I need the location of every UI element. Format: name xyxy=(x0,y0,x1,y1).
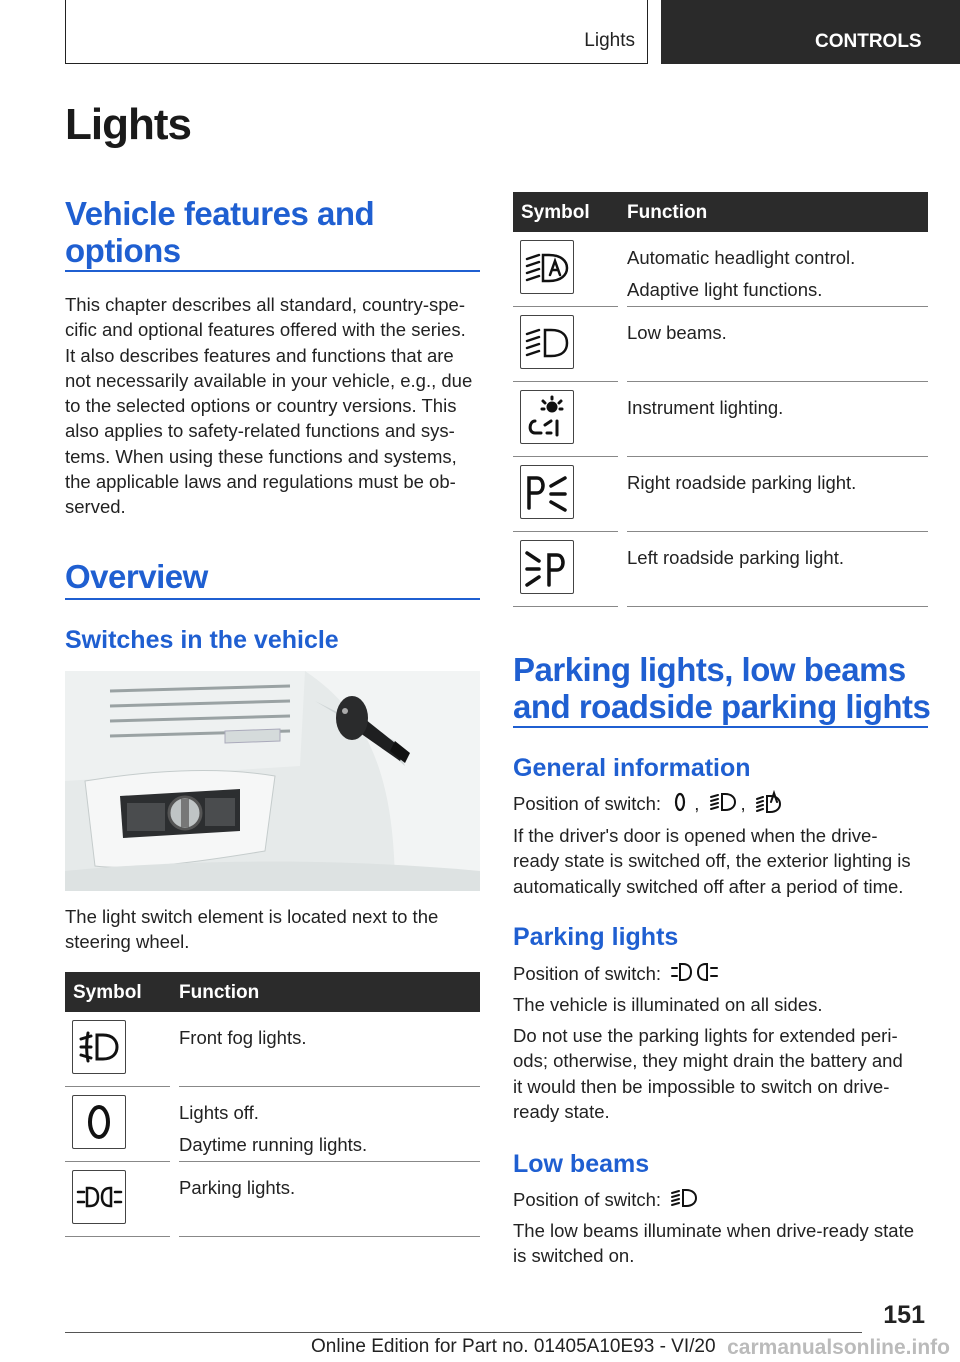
table-row: Instrument lighting. xyxy=(513,382,928,457)
table-row: Parking lights. xyxy=(65,1162,480,1237)
heading-parking-low-beams: Parking lights, low beams and roadside parking lights xyxy=(513,651,931,725)
low-beams-paragraph: The low beams illuminate when drive-ready state is switched on. xyxy=(513,1220,915,1267)
features-paragraph: This chapter describes all standard, country-spe- cific and optional features offered with the series. It also describes features and functions that are not necessarily available in your vehicle, e.g., due to the selected options or country versions. This also applies to safety-related functions and sys- tems. When using these functions and systems, the applicable laws and regulations must be ob- served. xyxy=(65,294,473,518)
lights-off-icon xyxy=(72,1095,126,1149)
parking-paragraph: Do not use the parking lights for extended peri- ods; otherwise, they might drain the battery and it would then be impossible to switch on drive- ready state. xyxy=(513,1025,903,1122)
header-chapter-tab: CONTROLS xyxy=(661,0,960,64)
front-fog-light-icon xyxy=(72,1020,126,1074)
right-symbol-table xyxy=(513,192,928,607)
heading-parking-lights: Parking lights xyxy=(513,923,679,951)
dashboard-illustration xyxy=(65,671,480,891)
auto-headlight-icon xyxy=(755,790,783,820)
table-row: Lights off. Daytime running lights. xyxy=(65,1087,480,1162)
col-symbol: Symbol xyxy=(73,982,142,1003)
footer-edition: Online Edition for Part no. 01405A10E93 - VI/20 xyxy=(311,1336,716,1357)
parking-position-line: Position of switch: xyxy=(513,960,933,990)
parking-lights-icon xyxy=(670,960,720,990)
heading-rule xyxy=(65,270,480,272)
col-symbol: Symbol xyxy=(521,202,590,223)
light-switch-photo xyxy=(65,671,480,891)
lights-off-icon xyxy=(670,790,690,820)
auto-headlight-icon xyxy=(520,240,574,294)
table-row: Automatic headlight control. Adaptive light functions. xyxy=(513,232,928,307)
table-row: Front fog lights. xyxy=(65,1012,480,1087)
parking-text-1: The vehicle is illuminated on all sides. xyxy=(513,994,823,1015)
left-parking-light-icon xyxy=(520,540,574,594)
table-row: Low beams. xyxy=(513,307,928,382)
general-paragraph: If the driver's door is opened when the drive- ready state is switched off, the exterior lighting is automatically switched off after a period of time. xyxy=(513,825,911,897)
low-beam-icon xyxy=(709,790,737,820)
left-symbol-table xyxy=(65,972,480,1237)
switch-caption: The light switch element is located next to the steering wheel. xyxy=(65,906,439,953)
col-function: Function xyxy=(179,982,260,1003)
table-row: Right roadside parking light. xyxy=(513,457,928,532)
parking-lights-icon xyxy=(72,1170,126,1224)
low-position-line: Position of switch: xyxy=(513,1186,933,1216)
watermark: carmanualsonline.info xyxy=(727,1336,950,1359)
col-function: Function xyxy=(627,202,708,223)
header-section-title: Lights xyxy=(584,30,635,51)
heading-rule xyxy=(513,726,928,728)
footer-rule xyxy=(65,1332,862,1333)
low-beam-icon xyxy=(520,315,574,369)
table-row: Left roadside parking light. xyxy=(513,532,928,607)
page-title: Lights xyxy=(65,100,191,149)
heading-vehicle-features: Vehicle features and options xyxy=(65,195,375,269)
heading-overview: Overview xyxy=(65,558,208,595)
page-number: 151 xyxy=(883,1301,925,1329)
table-header xyxy=(513,192,928,232)
heading-low-beams: Low beams xyxy=(513,1150,650,1178)
heading-rule xyxy=(65,598,480,600)
instrument-lighting-icon xyxy=(520,390,574,444)
heading-switches: Switches in the vehicle xyxy=(65,626,339,654)
general-position-line: Position of switch: , , xyxy=(513,790,933,820)
low-beam-icon xyxy=(670,1186,698,1216)
header-box xyxy=(65,0,648,64)
right-parking-light-icon xyxy=(520,465,574,519)
heading-general-information: General information xyxy=(513,754,751,782)
table-header xyxy=(65,972,480,1012)
